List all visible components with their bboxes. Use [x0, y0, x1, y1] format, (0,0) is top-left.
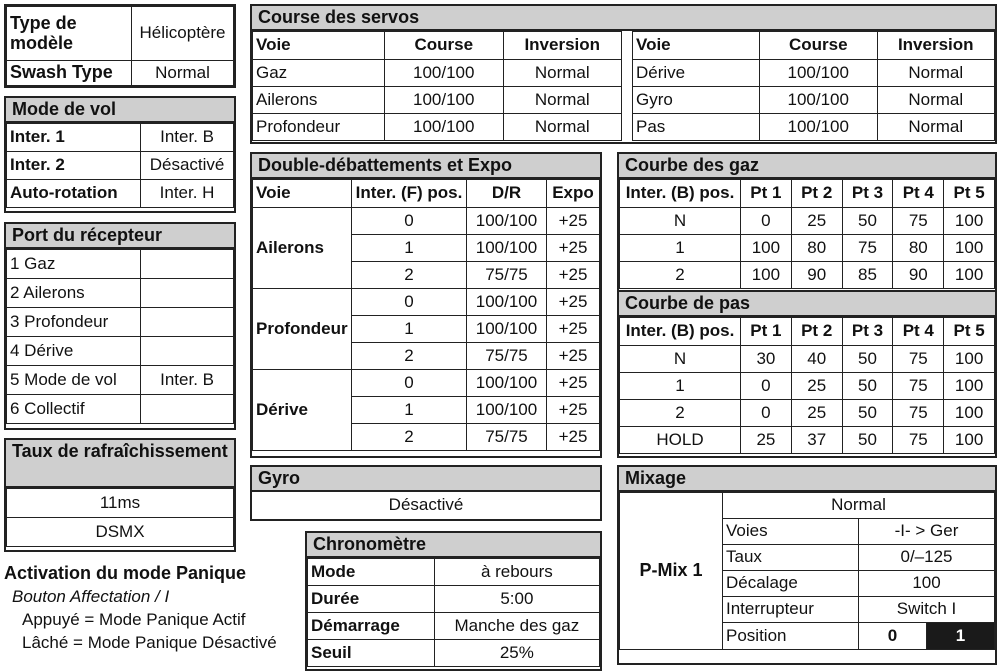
- receiver-port-title: Port du récepteur: [6, 224, 234, 249]
- expo-value: +25: [547, 235, 600, 262]
- mix-label: Taux: [723, 545, 859, 571]
- mix-value: 100: [859, 571, 995, 597]
- dual-rate-title: Double-débattements et Expo: [252, 154, 600, 179]
- servo-travel: 100/100: [760, 114, 878, 141]
- pitch-curve-title: Courbe de pas: [619, 292, 995, 317]
- expo-value: +25: [547, 316, 600, 343]
- mix-mode: Normal: [723, 493, 995, 519]
- swash-type-value: Normal: [132, 61, 234, 86]
- dual-rate-pos: 1: [352, 316, 467, 343]
- curve-cell: N: [620, 346, 741, 373]
- receiver-port-value: [141, 308, 234, 337]
- dual-rate-channel: Ailerons: [253, 208, 352, 289]
- dual-rate-pos: 2: [352, 262, 467, 289]
- flight-mode-label: Inter. 2: [7, 152, 141, 180]
- curve-cell: 50: [842, 373, 893, 400]
- gyro-block: [250, 465, 602, 521]
- curve-cell: N: [620, 208, 741, 235]
- receiver-port-value: [141, 337, 234, 366]
- throttle-curve-header: Pt 5: [944, 180, 995, 208]
- curve-cell: 85: [842, 262, 893, 289]
- flight-mode-label: Auto-rotation: [7, 180, 141, 208]
- receiver-port-label: 2 Ailerons: [7, 279, 141, 308]
- servo-header: Course: [385, 32, 504, 60]
- throttle-curve-block: [617, 152, 997, 292]
- timer-label: Démarrage: [308, 613, 435, 640]
- curve-cell: 80: [893, 235, 944, 262]
- throttle-curve-title: Courbe des gaz: [619, 154, 995, 179]
- curve-cell: 100: [944, 235, 995, 262]
- panic-line: Appuyé = Mode Panique Actif: [22, 610, 246, 629]
- mix-position-1: 1: [927, 623, 994, 649]
- dual-rate-block: [250, 152, 602, 458]
- curve-cell: 0: [741, 208, 792, 235]
- panic-line: Bouton Affectation / I: [12, 587, 170, 606]
- mix-value: Switch I: [859, 597, 995, 623]
- servo-channel: Profondeur: [253, 114, 385, 141]
- mix-position-0: 0: [859, 623, 927, 649]
- servo-channel: Ailerons: [253, 87, 385, 114]
- dual-rate-value: 75/75: [467, 343, 547, 370]
- curve-cell: 2: [620, 262, 741, 289]
- timer-label: Mode: [308, 559, 435, 586]
- receiver-port-value: [141, 395, 234, 424]
- servo-header: Course: [760, 32, 878, 60]
- dual-rate-channel: Profondeur: [253, 289, 352, 370]
- servo-header: Voie: [633, 32, 760, 60]
- protocol-value: DSMX: [7, 518, 234, 547]
- dual-rate-value: 100/100: [467, 397, 547, 424]
- servo-travel-title: Course des servos: [252, 6, 995, 31]
- curve-cell: 100: [944, 208, 995, 235]
- curve-cell: 30: [741, 346, 792, 373]
- servo-travel: 100/100: [385, 60, 504, 87]
- servo-travel: 100/100: [385, 87, 504, 114]
- servo-travel: 100/100: [760, 87, 878, 114]
- panic-title: Activation du mode Panique: [4, 563, 247, 583]
- timer-label: Durée: [308, 586, 435, 613]
- flight-mode-block: [4, 96, 236, 213]
- curve-cell: 50: [842, 208, 893, 235]
- pitch-curve-header: Pt 4: [893, 318, 944, 346]
- gyro-value: Désactivé: [388, 495, 464, 514]
- curve-cell: 0: [741, 373, 792, 400]
- expo-value: +25: [547, 424, 600, 451]
- servo-header: Voie: [253, 32, 385, 60]
- flight-mode-value: Inter. H: [141, 180, 234, 208]
- curve-cell: 1: [620, 373, 741, 400]
- throttle-curve-header: Pt 3: [842, 180, 893, 208]
- servo-channel: Gyro: [633, 87, 760, 114]
- curve-cell: 40: [791, 346, 842, 373]
- curve-cell: 75: [893, 346, 944, 373]
- dual-rate-value: 75/75: [467, 262, 547, 289]
- receiver-port-label: 1 Gaz: [7, 250, 141, 279]
- timer-label: Seuil: [308, 640, 435, 667]
- mix-position-label: Position: [723, 623, 859, 650]
- servo-travel: 100/100: [760, 60, 878, 87]
- panic-line: Lâché = Mode Panique Désactivé: [22, 633, 277, 652]
- panic-block: [4, 562, 294, 654]
- curve-cell: 100: [944, 262, 995, 289]
- servo-reverse: Normal: [503, 114, 622, 141]
- servo-channel: Pas: [633, 114, 760, 141]
- servo-reverse: Normal: [877, 60, 995, 87]
- model-type-block: [4, 4, 236, 88]
- curve-cell: 37: [791, 427, 842, 454]
- servo-channel: Gaz: [253, 60, 385, 87]
- throttle-curve-header: Pt 1: [741, 180, 792, 208]
- dual-rate-pos: 0: [352, 370, 467, 397]
- flight-mode-value: Désactivé: [141, 152, 234, 180]
- curve-cell: HOLD: [620, 427, 741, 454]
- dual-rate-header: D/R: [467, 180, 547, 208]
- dual-rate-pos: 1: [352, 397, 467, 424]
- servo-header: Inversion: [877, 32, 995, 60]
- expo-value: +25: [547, 262, 600, 289]
- dual-rate-value: 100/100: [467, 289, 547, 316]
- curve-cell: 1: [620, 235, 741, 262]
- servo-reverse: Normal: [877, 87, 995, 114]
- dual-rate-value: 100/100: [467, 316, 547, 343]
- dual-rate-channel: Dérive: [253, 370, 352, 451]
- dual-rate-value: 75/75: [467, 424, 547, 451]
- curve-cell: 75: [842, 235, 893, 262]
- dual-rate-pos: 2: [352, 424, 467, 451]
- flight-mode-title: Mode de vol: [6, 98, 234, 123]
- dual-rate-pos: 1: [352, 235, 467, 262]
- servo-channel: Dérive: [633, 60, 760, 87]
- receiver-port-value: [141, 279, 234, 308]
- refresh-rate-title: Taux de rafraîchissement: [6, 440, 234, 488]
- expo-value: +25: [547, 208, 600, 235]
- mixing-title: Mixage: [619, 467, 995, 492]
- servo-reverse: Normal: [503, 87, 622, 114]
- expo-value: +25: [547, 343, 600, 370]
- curve-cell: 25: [791, 208, 842, 235]
- expo-value: +25: [547, 370, 600, 397]
- throttle-curve-header: Pt 4: [893, 180, 944, 208]
- model-type-label: Type de modèle: [7, 7, 132, 61]
- curve-cell: 75: [893, 427, 944, 454]
- curve-cell: 90: [791, 262, 842, 289]
- dual-rate-pos: 0: [352, 208, 467, 235]
- curve-cell: 75: [893, 208, 944, 235]
- dual-rate-pos: 0: [352, 289, 467, 316]
- dual-rate-pos: 2: [352, 343, 467, 370]
- mix-label: Interrupteur: [723, 597, 859, 623]
- flight-mode-value: Inter. B: [141, 124, 234, 152]
- curve-cell: 50: [842, 400, 893, 427]
- throttle-curve-header: Pt 2: [791, 180, 842, 208]
- servo-travel: 100/100: [385, 114, 504, 141]
- servo-reverse: Normal: [503, 60, 622, 87]
- dual-rate-header: Expo: [547, 180, 600, 208]
- timer-value: Manche des gaz: [434, 613, 599, 640]
- receiver-port-value: Inter. B: [141, 366, 234, 395]
- curve-cell: 2: [620, 400, 741, 427]
- timer-block: [305, 531, 602, 671]
- mix-name: P-Mix 1: [620, 493, 723, 650]
- dual-rate-header: Voie: [253, 180, 352, 208]
- curve-cell: 100: [944, 346, 995, 373]
- throttle-curve-header: Inter. (B) pos.: [620, 180, 741, 208]
- timer-value: à rebours: [434, 559, 599, 586]
- pitch-curve-header: Pt 3: [842, 318, 893, 346]
- curve-cell: 75: [893, 400, 944, 427]
- curve-cell: 50: [842, 427, 893, 454]
- swash-type-label: Swash Type: [7, 61, 132, 86]
- servo-divider: [622, 31, 632, 141]
- servo-reverse: Normal: [877, 114, 995, 141]
- mix-value: -I- > Ger: [859, 519, 995, 545]
- curve-cell: 90: [893, 262, 944, 289]
- curve-cell: 75: [893, 373, 944, 400]
- servo-header: Inversion: [503, 32, 622, 60]
- servo-travel-block: [250, 4, 997, 144]
- mixing-block: [617, 465, 997, 665]
- mix-label: Décalage: [723, 571, 859, 597]
- pitch-curve-header: Inter. (B) pos.: [620, 318, 741, 346]
- receiver-port-label: 4 Dérive: [7, 337, 141, 366]
- curve-cell: 80: [791, 235, 842, 262]
- curve-cell: 25: [791, 400, 842, 427]
- curve-cell: 100: [944, 400, 995, 427]
- flight-mode-label: Inter. 1: [7, 124, 141, 152]
- mix-label: Voies: [723, 519, 859, 545]
- curve-cell: 100: [944, 427, 995, 454]
- pitch-curve-header: Pt 2: [791, 318, 842, 346]
- model-type-value: Hélicoptère: [132, 7, 234, 61]
- mix-value: 0/–125: [859, 545, 995, 571]
- timer-title: Chronomètre: [307, 533, 600, 558]
- receiver-port-value: [141, 250, 234, 279]
- gyro-title: Gyro: [252, 467, 600, 492]
- receiver-port-label: 3 Profondeur: [7, 308, 141, 337]
- expo-value: +25: [547, 397, 600, 424]
- expo-value: +25: [547, 289, 600, 316]
- dual-rate-header: Inter. (F) pos.: [352, 180, 467, 208]
- receiver-port-label: 6 Collectif: [7, 395, 141, 424]
- pitch-curve-block: [617, 290, 997, 458]
- receiver-port-block: [4, 222, 236, 430]
- pitch-curve-header: Pt 5: [944, 318, 995, 346]
- curve-cell: 0: [741, 400, 792, 427]
- refresh-rate-block: [4, 438, 236, 552]
- curve-cell: 50: [842, 346, 893, 373]
- refresh-rate-value: 11ms: [7, 489, 234, 518]
- timer-value: 5:00: [434, 586, 599, 613]
- curve-cell: 100: [741, 262, 792, 289]
- curve-cell: 25: [741, 427, 792, 454]
- pitch-curve-header: Pt 1: [741, 318, 792, 346]
- receiver-port-label: 5 Mode de vol: [7, 366, 141, 395]
- curve-cell: 100: [741, 235, 792, 262]
- timer-value: 25%: [434, 640, 599, 667]
- dual-rate-value: 100/100: [467, 370, 547, 397]
- curve-cell: 100: [944, 373, 995, 400]
- dual-rate-value: 100/100: [467, 208, 547, 235]
- curve-cell: 25: [791, 373, 842, 400]
- dual-rate-value: 100/100: [467, 235, 547, 262]
